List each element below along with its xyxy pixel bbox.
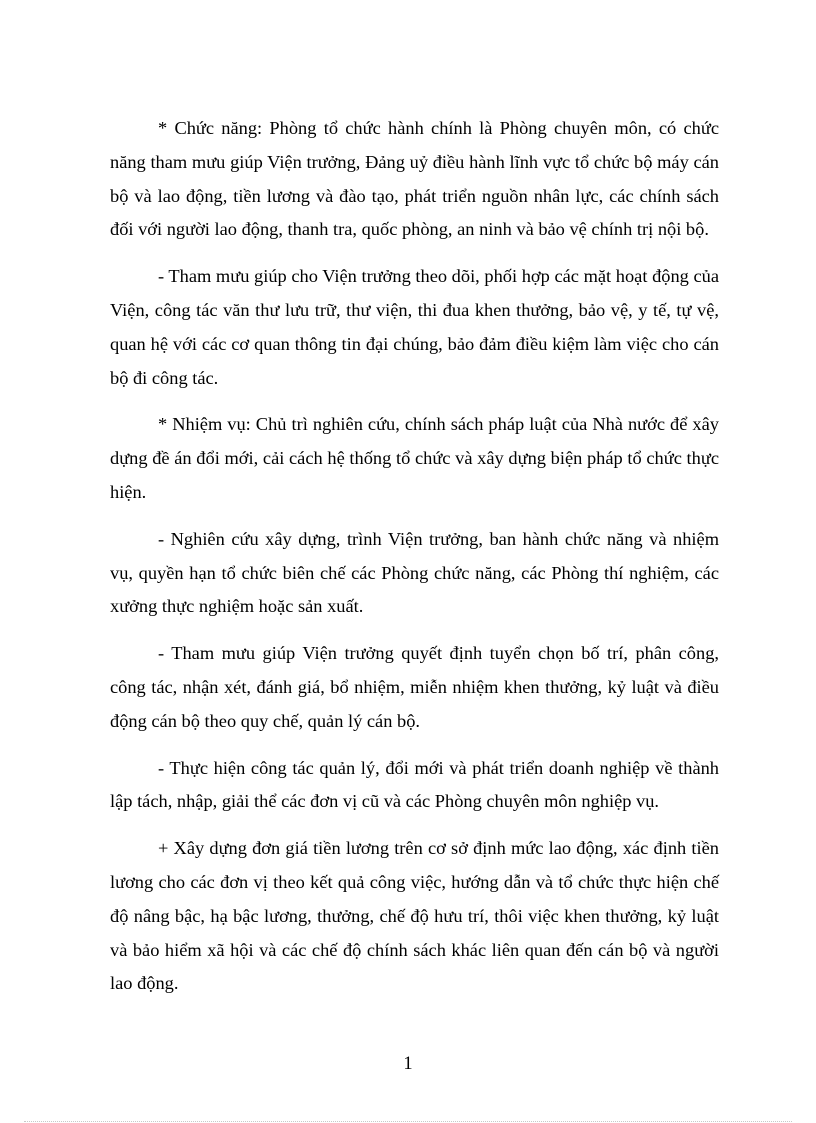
document-body: [110, 112, 719, 1014]
paragraph-nghien-cuu: - Nghiên cứu xây dựng, trình Viện trưởng, ban hành chức năng và nhiệm vụ, quyền hạn tổ chức biên chế các Phòng chức năng, các Phòng thí nghiệm, các xưởng thực nghiệm hoặc sản xuất.: [110, 528, 719, 617]
paragraph-thuc-hien-quan-ly: - Thực hiện công tác quản lý, đổi mới và phát triển doanh nghiệp về thành lập tách, nhập, giải thể các đơn vị cũ và các Phòng chuyên môn nghiệp vụ.: [110, 757, 719, 812]
paragraph-tham-muu-theo-doi: - Tham mưu giúp cho Viện trưởng theo dõi, phối hợp các mặt hoạt động của Viện, công tác văn thư lưu trữ, thư viện, thi đua khen thưởng, bảo vệ, y tế, tự vệ, quan hệ với các cơ quan thông tin đại chúng, bảo đảm điều kiệm làm việc cho cán bộ đi công tác.: [110, 266, 719, 388]
page-bottom-edge: [24, 1121, 792, 1122]
paragraph-xay-dung-don-gia: + Xây dựng đơn giá tiền lương trên cơ sở định mức lao động, xác định tiền lương cho các đơn vị theo kết quả công việc, hướng dẫn và tổ chức thực hiện chế độ nâng bậc, hạ bậc lương, thưởng, chế độ hưu trí, thôi việc khen thưởng, kỷ luật và bảo hiểm xã hội và các chế độ chính sách khác liên quan đến cán bộ và người lao động.: [110, 838, 719, 994]
page-number: 1: [403, 1054, 413, 1074]
paragraph-tham-muu-tuyen-chon: - Tham mưu giúp Viện trưởng quyết định tuyển chọn bố trí, phân công, công tác, nhận xét, đánh giá, bổ nhiệm, miễn nhiệm khen thưởng, kỷ luật và điều động cán bộ theo quy chế, quản lý cán bộ.: [110, 643, 719, 731]
paragraph-nhiem-vu: * Nhiệm vụ: Chủ trì nghiên cứu, chính sách pháp luật của Nhà nước để xây dựng đề án đổi mới, cải cách hệ thống tổ chức và xây dựng biện pháp tổ chức thực hiện.: [110, 414, 719, 502]
paragraph-chuc-nang: * Chức năng: Phòng tổ chức hành chính là Phòng chuyên môn, có chức năng tham mưu giúp Viện trưởng, Đảng uỷ điều hành lĩnh vực tổ chức bộ máy cán bộ và lao động, tiền lương và đào tạo, phát triển nguồn nhân lực, các chính sách đối với người lao động, thanh tra, quốc phòng, an ninh và bảo vệ chính trị nội bộ.: [110, 118, 719, 240]
